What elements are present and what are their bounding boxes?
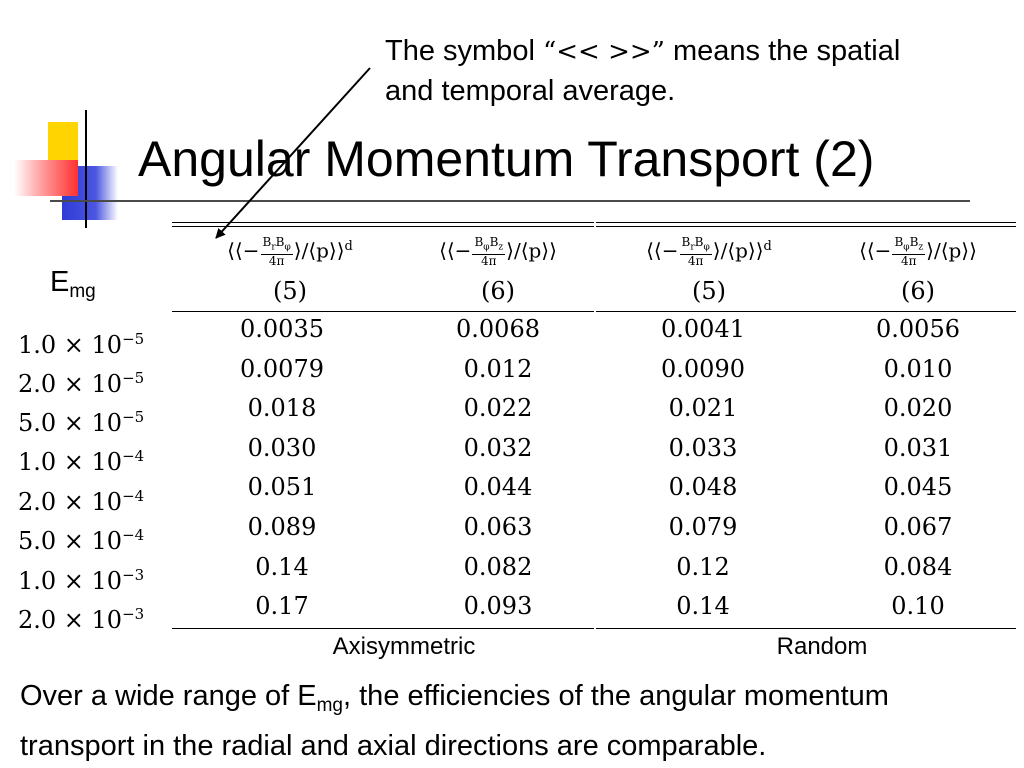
conclusion-text: Over a wide range of $E_{mg}$, the efficiencies of the angular momentum transport in the radial and axial directions are comparable. (20, 680, 889, 762)
table-cell: 0.031 (883, 434, 953, 462)
table-bottom-rule (596, 628, 1016, 629)
table-cell: 0.048 (668, 473, 738, 501)
table-header-cell: ⟨⟨− $\frac{B_\varphi B_z}{4\pi}$ ⟩/⟨p⟩⟩ (859, 234, 977, 269)
table-bottom-rule (172, 628, 594, 629)
table-cell: 0.032 (463, 434, 533, 462)
table-header-cell: ⟨⟨− $\frac{B_\varphi B_z}{4\pi}$ ⟩/⟨p⟩⟩ (439, 234, 557, 269)
emg-column-label: $E_{mg}$ (50, 266, 96, 302)
table-cell: 0.010 (883, 355, 953, 383)
table-header-cell: ⟨⟨− $\frac{B_rB_\varphi}{4\pi}$ ⟩/⟨p⟩⟩$^d$ (227, 234, 353, 269)
table-cell: 0.045 (883, 473, 953, 501)
table-cell: 0.0090 (661, 355, 745, 383)
table-cell: 0.063 (463, 513, 533, 541)
table-header-rule (596, 311, 1016, 312)
row-label: $2.0 \times 10^{-3}$ (18, 605, 145, 634)
group-label-axisymmetric: Axisymmetric (332, 633, 476, 660)
slide-title: Angular Momentum Transport (2) (138, 131, 875, 187)
table-cell: 0.0068 (456, 315, 540, 343)
table-cell: 0.012 (463, 355, 533, 383)
table-header-ref: (5) (692, 277, 726, 305)
row-label: $2.0 \times 10^{-4}$ (18, 487, 145, 516)
table-header-rule (172, 311, 594, 312)
table-cell: 0.12 (676, 553, 730, 581)
table-cell: 0.0079 (240, 355, 324, 383)
note-text: means the spatial (664, 35, 901, 67)
table-header-ref: (6) (901, 277, 935, 305)
table-cell: 0.14 (255, 553, 309, 581)
table-cell: 0.020 (883, 394, 953, 422)
table-cell: 0.021 (668, 394, 738, 422)
row-label: $1.0 \times 10^{-3}$ (18, 566, 145, 595)
table-cell: 0.17 (255, 592, 309, 620)
table-cell: 0.022 (463, 394, 533, 422)
table-cell: 0.089 (247, 513, 317, 541)
table-cell: 0.10 (891, 592, 945, 620)
table-cell: 0.0041 (661, 315, 745, 343)
table-header-cell: ⟨⟨− $\frac{B_rB_\varphi}{4\pi}$ ⟩/⟨p⟩⟩$^d$ (646, 234, 772, 269)
table-cell: 0.093 (463, 592, 533, 620)
table-cell: 0.14 (676, 592, 730, 620)
row-label: $1.0 \times 10^{-4}$ (18, 447, 145, 476)
table-top-rule (172, 222, 594, 223)
row-label: $2.0 \times 10^{-5}$ (18, 369, 145, 398)
row-label: $1.0 \times 10^{-5}$ (18, 330, 145, 359)
table-cell: 0.051 (247, 473, 317, 501)
table-cell: 0.0035 (240, 315, 324, 343)
table-cell: 0.018 (247, 394, 317, 422)
group-label-random: Random (776, 633, 868, 660)
table-cell: 0.067 (883, 513, 953, 541)
table-top-rule (596, 222, 1016, 223)
table-header-ref: (5) (273, 277, 307, 305)
table-top-rule (172, 226, 594, 227)
row-label: $5.0 \times 10^{-4}$ (18, 526, 145, 555)
row-label: $5.0 \times 10^{-5}$ (18, 408, 145, 437)
note-symbol: “<< >>” (542, 37, 665, 67)
table-cell: 0.0056 (876, 315, 960, 343)
table-cell: 0.079 (668, 513, 738, 541)
table-top-rule (596, 226, 1016, 227)
table-cell: 0.082 (463, 553, 533, 581)
table-cell: 0.044 (463, 473, 533, 501)
note-text-line2: and temporal average. (385, 75, 676, 107)
note-text: The symbol (385, 35, 543, 67)
table-cell: 0.084 (883, 553, 953, 581)
table-header-ref: (6) (481, 277, 515, 305)
table-cell: 0.033 (668, 434, 738, 462)
table-cell: 0.030 (247, 434, 317, 462)
